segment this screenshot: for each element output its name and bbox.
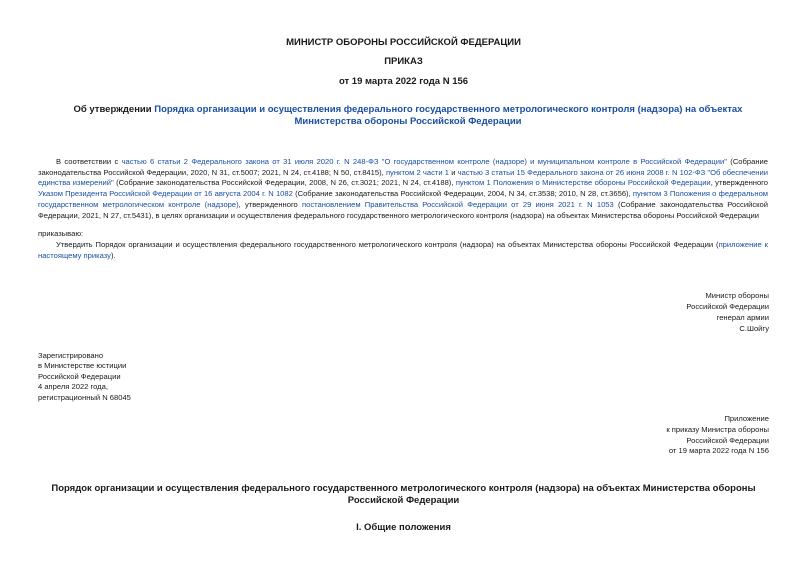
approval-procedure-link[interactable]: Порядка организации и осуществления федерального государственного метрологического контроля (надзора) на объектах Министерства обороны Российской Федерации xyxy=(154,104,743,127)
preamble-paragraph xyxy=(38,157,768,221)
appendix-line: Российской Федерации xyxy=(686,435,769,445)
appendix-line: от 19 марта 2022 года N 156 xyxy=(668,446,769,456)
signature-line: генерал армии xyxy=(716,313,769,322)
registration-line: в Министерстве юстиции xyxy=(38,361,127,371)
appendix-line: Приложение xyxy=(724,414,769,423)
registration-line: Российской Федерации xyxy=(38,371,121,381)
preamble-text: и xyxy=(449,167,458,177)
approval-prefix: Об утверждении xyxy=(73,104,155,115)
appendix-block xyxy=(666,414,769,457)
preamble-text: (Собрание законодательства Российской Федерации, 2004, N 34, ст.3538; 2010, N 28, ст.3656), xyxy=(292,189,633,199)
order-text-end: ). xyxy=(110,250,116,260)
metrology-regulation-link[interactable]: пунктом 3 Положения о федеральном государственном метрологическом контроле (надзоре) xyxy=(38,189,769,209)
registration-block xyxy=(38,351,131,403)
law-102-point2-link[interactable]: пунктом 2 части 1 xyxy=(385,167,450,177)
signature-name: С.Шойгу xyxy=(739,324,769,333)
order-text: Утвердить Порядок организации и осуществления федерального государственного метрологического контроля (надзора) на объектах Министерства обороны Российской Федерации ( xyxy=(56,240,719,249)
signature-block xyxy=(686,290,769,334)
procedure-title: Порядок организации и осуществления федерального государственного метрологического контроля (надзора) на объектах Министерства обороны Российской Федерации xyxy=(51,483,756,506)
regulation-mod-link[interactable]: пунктом 1 Положения о Министерстве обороны Российской Федерации xyxy=(455,178,711,188)
law-102-link[interactable]: частью 3 статьи 15 Федерального закона от 26 июня 2008 г. N 102-ФЗ "Об обеспечении единства измерений" xyxy=(38,167,768,188)
registration-line: Зарегистрировано xyxy=(38,351,104,360)
signature-line: Российской Федерации xyxy=(686,302,769,311)
signature-line: Министр обороны xyxy=(705,291,769,300)
order-word: приказываю: xyxy=(38,229,84,238)
law-248-link[interactable]: частью 6 статьи 2 Федерального закона от 31 июля 2020 г. N 248-ФЗ "О государственном контроле (надзоре) и муниципальном контроле в Российской Федерации" xyxy=(121,157,727,166)
appendix-line: к приказу Министра обороны xyxy=(666,424,769,434)
doc-date-number: от 19 марта 2022 года N 156 xyxy=(338,76,469,87)
preamble-text: В соответствии с xyxy=(56,157,122,166)
preamble-text: (Собрание законодательства Российской Федерации, 2021, N 27, ст.5431), в целях организации и осуществления федерального государственного метрологического контроля (надзора) на объектах Министерства обороны Российской Федерации xyxy=(38,199,769,220)
section-heading: I. Общие положения xyxy=(356,522,451,533)
order-paragraph xyxy=(38,240,768,261)
preamble-text: , утвержденного xyxy=(238,199,302,209)
presidential-decree-link[interactable]: Указом Президента Российской Федерации от 16 августа 2004 г. N 1082 xyxy=(38,189,293,199)
registration-date: 4 апреля 2022 года, xyxy=(38,382,108,392)
registration-number: регистрационный N 68045 xyxy=(38,392,131,402)
preamble-text: (Собрание законодательства Российской Федерации, 2008, N 26, ст.3021; 2021, N 24, ст.4188), xyxy=(113,178,456,188)
appendix-link[interactable]: приложение к настоящему приказу xyxy=(38,240,768,260)
ministry-heading: МИНИСТР ОБОРОНЫ РОССИЙСКОЙ ФЕДЕРАЦИИ xyxy=(286,37,521,48)
preamble-text: , утвержденного xyxy=(710,178,769,188)
government-resolution-link[interactable]: постановлением Правительства Российской Федерации от 29 июня 2021 г. N 1053 xyxy=(301,199,614,209)
doc-type-heading: ПРИКАЗ xyxy=(384,56,423,67)
approval-title xyxy=(52,104,764,128)
preamble-text: (Собрание законодательства Российской Федерации, 2020, N 31, ст.5007; 2021, N 24, ст.4188; N 50, ст.8415), xyxy=(38,157,768,177)
